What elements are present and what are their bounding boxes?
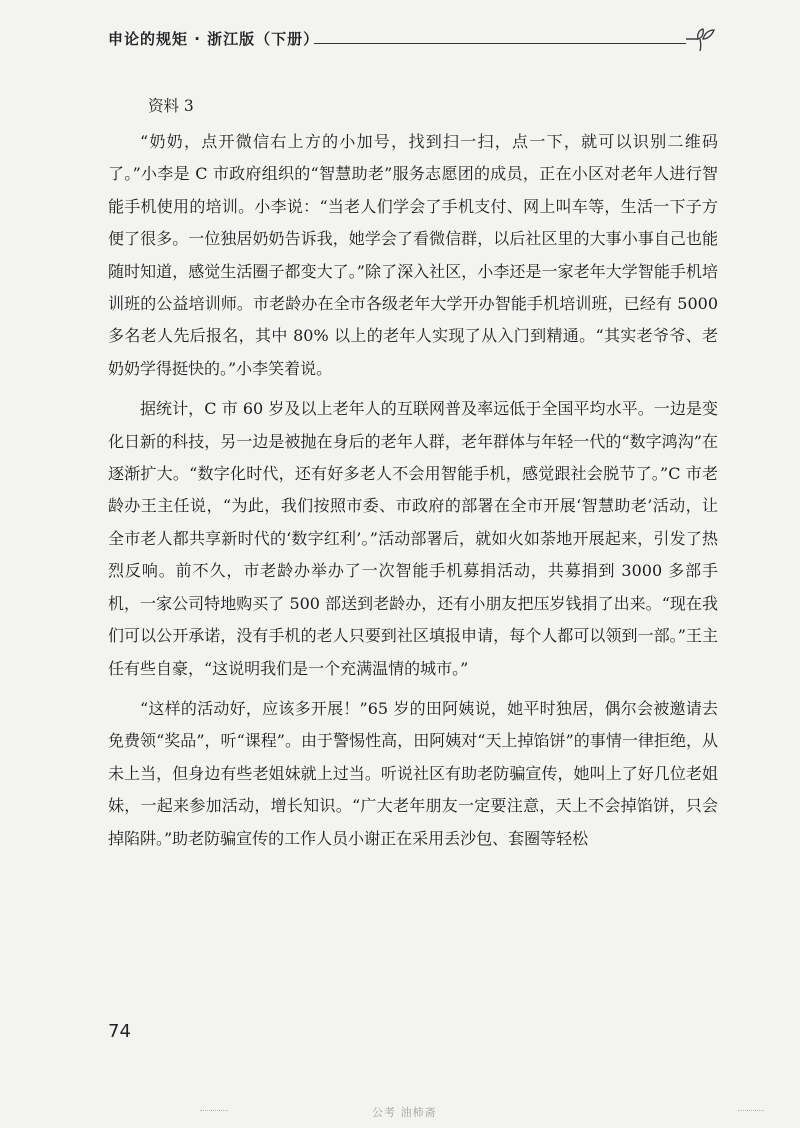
body-text [108, 126, 718, 863]
scan-speck [200, 1110, 228, 1111]
sprout-icon [684, 24, 724, 52]
paragraph-1: “奶奶，点开微信右上方的小加号，找到扫一扫，点一下，就可以识别二维码了。”小李是 C 市政府组织的“智慧助老”服务志愿团的成员，正在小区对老年人进行智能手机使用的培训。小李说：“当老人们学会了手机支付、网上叫车等，生活一下子方便了很多。一位独居奶奶告诉我，她学会了看微信群，以后社区里的大事小事自己也能随时知道，感觉生活圈子都变大了。”除了深入社区，小李还是一家老年大学智能手机培训班的公益培训师。市老龄办在全市各级老年大学开办智能手机培训班，已经有 5000 多名老人先后报名，其中 80% 以上的老年人实现了从入门到精通。“其实老爷爷、老奶奶学得挺快的。”小李笑着说。 [108, 132, 718, 378]
paragraph-3: “这样的活动好，应该多开展！”65 岁的田阿姨说，她平时独居，偶尔会被邀请去免费领“奖品”，听“课程”。由于警惕性高，田阿姨对“天上掉馅饼”的事情一律拒绝，从未上当，但身边有些老姐妹就上过当。听说社区有助老防骗宣传，她叫上了好几位老姐妹，一起来参加活动，增长知识。“广大老年朋友一定要注意，天上不会掉馅饼，只会掉陷阱。”助老防骗宣传的工作人员小谢正在采用丢沙包、套圈等轻松 [108, 698, 718, 848]
scan-speck [738, 1110, 764, 1111]
header-rule [314, 43, 686, 44]
book-title: 申论的规矩 · 浙江版（下册） [108, 30, 320, 48]
page-number: 74 [108, 1021, 131, 1042]
footer-watermark: 公考 油柿斋 [372, 1106, 437, 1119]
section-heading: 资料 3 [148, 97, 194, 115]
paragraph-2: 据统计，C 市 60 岁及以上老年人的互联网普及率远低于全国平均水平。一边是变化日新的科技，另一边是被抛在身后的老年人群，老年群体与年轻一代的“数字鸿沟”在逐渐扩大。“数字化时代，还有好多老人不会用智能手机，感觉跟社会脱节了。”C 市老龄办王主任说，“为此，我们按照市委、市政府的部署在全市开展‘智慧助老’活动，让全市老人都共享新时代的‘数字红利’。”活动部署后，就如火如荼地开展起来，引发了热烈反响。前不久，市老龄办举办了一次智能手机募捐活动，共募捐到 3000 多部手机，一家公司特地购买了 500 部送到老龄办，还有小朋友把压岁钱捐了出来。“现在我们可以公开承诺，没有手机的老人只要到社区填报申请，每个人都可以领到一部。”王主任有些自豪，“这说明我们是一个充满温情的城市。” [108, 399, 718, 678]
running-header [108, 22, 718, 54]
